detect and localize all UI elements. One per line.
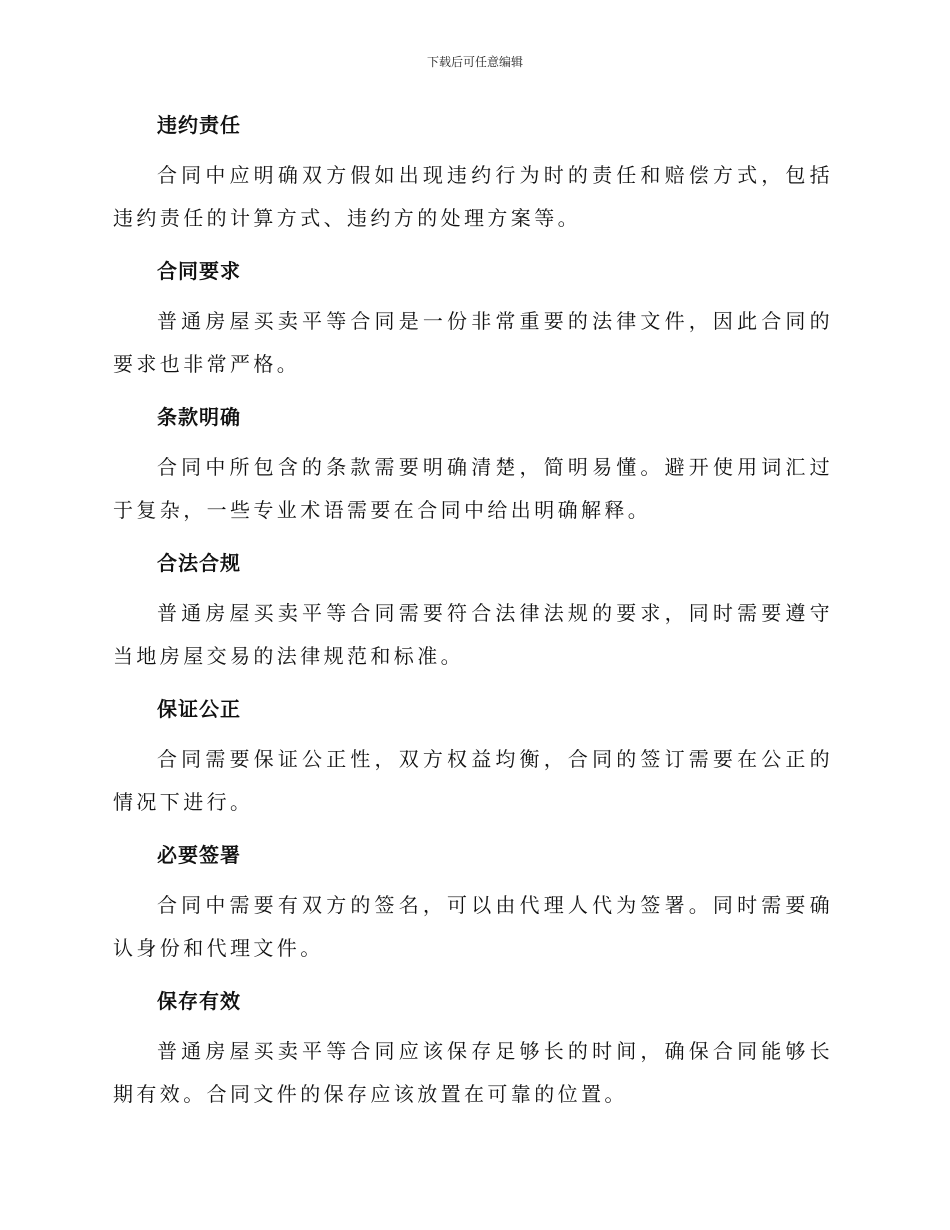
section-heading: 条款明确: [157, 405, 241, 429]
section-clear-terms: [113, 402, 833, 532]
section-fairness: [113, 694, 833, 824]
section-paragraph: 普通房屋买卖平等合同是一份非常重要的法律文件，因此合同的要求也非常严格。: [113, 309, 833, 376]
section-contract-requirements: [113, 256, 833, 386]
section-legal-compliance: [113, 548, 833, 678]
section-heading: 合同要求: [157, 259, 241, 283]
section-paragraph: 合同中所包含的条款需要明确清楚，简明易懂。避开使用词汇过于复杂，一些专业术语需要在合同中给出明确解释。: [113, 455, 833, 522]
section-heading: 保证公正: [157, 697, 241, 721]
section-breach-liability: [113, 110, 833, 240]
section-signatures: [113, 840, 833, 970]
section-paragraph: 合同需要保证公正性，双方权益均衡，合同的签订需要在公正的情况下进行。: [113, 747, 833, 814]
section-paragraph: 普通房屋买卖平等合同需要符合法律法规的要求，同时需要遵守当地房屋交易的法律规范和标准。: [113, 601, 833, 668]
document-body: [113, 110, 833, 1132]
page-header: 下载后可任意编辑: [426, 55, 523, 69]
section-heading: 保存有效: [157, 989, 241, 1013]
section-heading: 合法合规: [157, 551, 241, 575]
section-paragraph: 合同中需要有双方的签名，可以由代理人代为签署。同时需要确认身份和代理文件。: [113, 893, 833, 960]
section-heading: 违约责任: [157, 113, 241, 137]
section-paragraph: 普通房屋买卖平等合同应该保存足够长的时间，确保合同能够长期有效。合同文件的保存应该放置在可靠的位置。: [113, 1039, 833, 1106]
section-retention: [113, 986, 833, 1116]
section-heading: 必要签署: [157, 843, 241, 867]
section-paragraph: 合同中应明确双方假如出现违约行为时的责任和赔偿方式，包括违约责任的计算方式、违约方的处理方案等。: [113, 163, 833, 230]
